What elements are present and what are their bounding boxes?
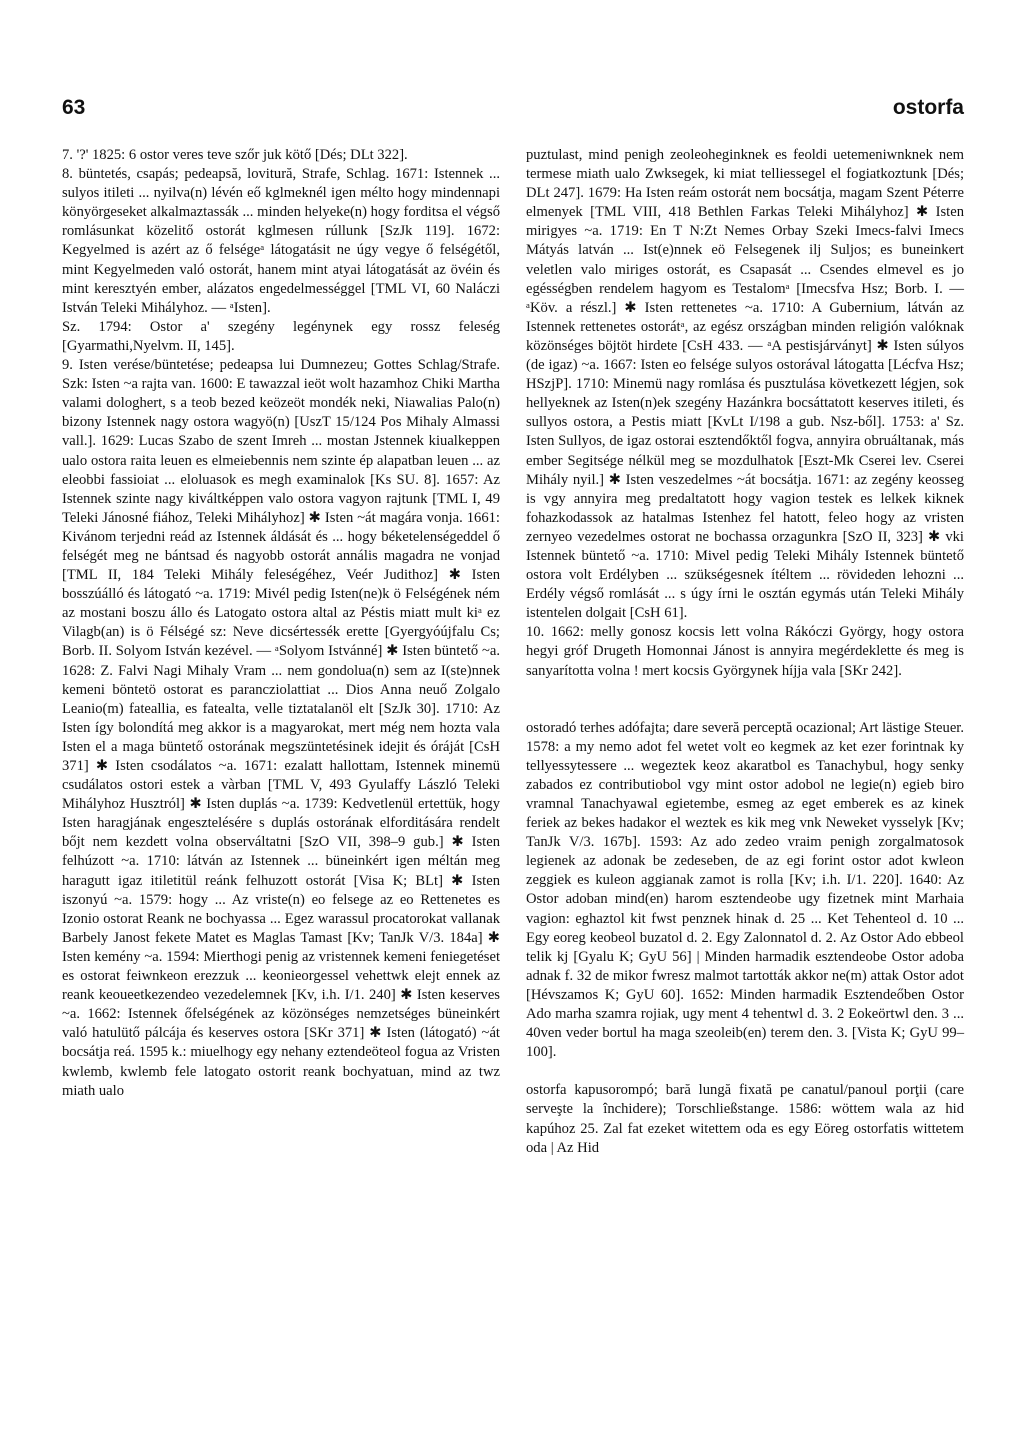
entry-separator xyxy=(526,681,964,719)
entry-ostorado: ostoradó terhes adófajta; dare severă perceptă ocazional; Art lästige Steuer. 1578: a my nemo adot fel wetet volt eo kegmek az ket ezer forintnak ky tellyessytessere ... wegeztek keoz akaratbol es Tanachybul, hogy senky zabados ez contributiobol vgy mint ostor adobol ne legie(n) egieb biro vramnal Tanachyawal egietembe, esmeg az eget emberek es az kinek feriek az bekes hadakor el weztek es kik meg vnk Neweket vysselyk [Kv; TanJk V/3. 167b]. 1593: Az ado zedeo vraim penigh zorgalmatosok legienek az adonak be zedeseben, de az egi forint ostor adot kwleon zeggiek es kuleon aggianak zamot is rolla [Kv; i.h. I/1. 220]. 1640: Az Ostor adoban mind(en) harom esztendeobe ugy fizetnek mint Marhaia vagion: eghaztol kit fwst penznek hinak d. 25 ... Ket Tehenteol d. 10 ... Egy eoreg keobeol buzatol d. 2. Egy Zalonnatol d. 2. Az Ostor Ado ebbeol telik kj [Gyalu K; GyU 56] | Minden harmadik esztendeobe Ostor adoba adnak f. 32 de mikor fwresz malmot tartották akkor ne(m) attak Ostor adot [Hévszamos K; GyU 60]. 1652: Minden harmadik Esztendeőben Ostor Ado marha szamra rojiak, ugy ment 4 tehentwl d. 3. 2 Eokeörtwl den. 3 ... 40ven veder bortul ha maga szeoleib(en) terem den. 3. [Vista K; GyU 99–100]. xyxy=(526,719,964,1061)
entry-ostorfa: ostorfa kapusorompó; bară lungă fixată pe canatul/panoul porţii (care serveşte la închidere); Torschließstange. 1586: wöttem wala az hid kapúhoz 25. Zal fat ezeket witettem oda es egy Eöreg ostorfatis wittetem oda | Az Hid xyxy=(526,1082,964,1156)
entry-sz: Sz. 1794: Ostor a' szegény legénynek egy rossz feleség [Gyarmathi,Nyelvm. II, 145]. xyxy=(62,318,500,354)
page-header xyxy=(62,96,964,126)
left-column xyxy=(62,146,500,1101)
entry-separator xyxy=(526,1062,964,1081)
entry-sense-10: 10. 1662: melly gonosz kocsis lett volna Rákóczi György, hogy ostora hegyi gróf Drugeth Homonnai Jánost is annyira megérdeklette és meg is sanyarította volna ! mert kocsis Györgynek híjja vala [SKr 242]. xyxy=(526,624,964,679)
entry-sense-9-continued: puztulast, mind penigh zeoleoheginknek es feoldi uetemeniwnknek nem termese miath ualo Zwksegek, ki miat telliessegel el fogiatkoztunk [Dés; DLt 247]. 1679: Ha Isten reám ostorát nem bocsátja, magam Szent Péterre elmenyek [TML VIII, 418 Bethlen Farkas Teleki Mihályhoz] ✱ Isten mirigyes ~a. 1719: En T N:Zt Nemes Orbay Szeki Imecs-falvi Imecs Mátyás latván ... Ist(e)nnek eö Felsegenek ilj Suljos; es buneinkert veletlen valo miriges ostorát, es Csapasát ... Csendes elmevel es jo egésségben rendelem hagyom es Testalomᵃ [Imecsfva Hsz; Borb. I. — ᵃKöv. a részl.] ✱ Isten rettenetes ~a. 1710: A Gubernium, látván az Istennek rettenetes ostorátᵃ, az egész országban minden religión valóknak közönséges böjtöt hirdete [CsH 433. — ᵃA pestisjárványt] ✱ Isten súlyos (de igaz) ~a. 1667: Isten eo felsége sulyos ostorával látogatta [Lécfva Hsz; HSzjP]. 1710: Minemü nagy romlása és pusztulása következett légjen, sok hellyeknek az Isten(n)ek szegény Hazánkra bocsáttatott keserves itileti, és sullyos ostora, a Pestis miatt [KvLt I/198 a gub. Nsz-ből]. 1753: a' Sz. Isten Sullyos, de igaz ostorai esztendőktől fogva, annyira obruáltanak, más ember Segitsége nélkül meg se mozdulhatok [Eszt-Mk Cserei lev. Cserei Mihály nyil.] ✱ Isten veszedelmes ~át bocsátja. 1671: az zegény keosseg is vgy annyira meg predaltatott hogy vagion testek es lelkek kiknek fohazkodassok az hatalmas Istenhez fel hatott, feleo hogy az vristen zernyeo vezedelmes ostorat ne bochassa orzagunkra [SzO II, 323] ✱ vki Istennek büntető ~a. 1710: Mivel pedig Teleki Mihály Istennek büntető ostora volt Erdélyben ... szükségesnek ítéltem ... rövideden lehozni ... Erdély végső romlását ... s úgy írni le osztán egymás után Teleki Mihály istentelen dolgait [CsH 61]. xyxy=(526,147,964,622)
entry-sense-8: 8. büntetés, csapás; pedeapsă, lovitură, Strafe, Schlag. 1671: Istennek ... sulyos itileti ... nyilva(n) lévén eő kglmeknél igen mélto hogy mindennapi könyörgeseket alkalmaztassák ... minden helyeke(n) hogy forditsa el végső romlásunkat közelitő ostorát kglmesen rúllunk [SzJk 119]. 1672: Kegyelmed is azért az ő felségeᵃ látogatásit ne úgy vegye ő felségétől, mint Kegyelmeden való ostorát, hanem mint atyai látogatását az övéin és mint keresztyén ember, alázatos engedelmességgel [TML VI, 60 Naláczi István Teleki Mihályhoz. — ᵃIsten]. xyxy=(62,166,500,316)
entry-sense-7: 7. '?' 1825: 6 ostor veres teve szőr juk kötő [Dés; DLt 322]. xyxy=(62,147,408,163)
page-number: 63 xyxy=(62,96,86,119)
right-column xyxy=(526,146,964,1158)
running-head: ostorfa xyxy=(892,96,964,119)
entry-sense-9: 9. Isten verése/büntetése; pedeapsa lui Dumnezeu; Gottes Schlag/Strafe. Szk: Isten ~a rajta van. 1600: E tawazzal ieöt wolt hazamhoz Chiki Martha valami dologhert, s a teob bezed keözeöt mondék neki, Niawalias Palo(n) bizony Istennek nagy ostora wagyö(n) [UszT 15/124 Pos Mihaly Almassi vall.]. 1629: Lucas Szabo de szent Imreh ... mostan Jstennek kiualkeppen ualo ostora raita leuen es elmeiebennis nem szinte ép alapatban leuen ... az eleobbi fassioiat ... eloluasok es megh examinalok [Ks SU. 8]. 1657: Az Istennek szinte nagy kiváltképpen valo ostora vagyon rajtunk [TML I, 49 Teleki Jánosné fiához, Teleki Mihályhoz] ✱ Isten ~át magára vonja. 1661: Kivánom terjedni reád az Istennek áldását és ... hogy béketelenségeddel ő felségét meg ne bántsad és nagyobb ostorát annális magadra ne vonjad [TML II, 184 Teleki Mihály feleségéhez, Veér Judithoz] ✱ Isten bosszúálló és látogató ~a. 1719: Mivél pedig Isten(ne)k ö Felségének ném az mostani boszu állo és Latogato ostora altal az Péstis miatt mult kiᵃ ez Vilagb(an) is ö Félségé sz: Neve dicsértessék erette [Gyergyóújfalu Cs; Borb. II. Solyom István kezével. — ᵃSolyom Istvánné] ✱ Isten büntető ~a. 1628: Z. Falvi Nagi Mihaly Vram ... nem gondolua(n) sem az I(ste)nnek kemeni böntetö ostorat es parancziolattiat ... Dios Anna neuő Zolgalo Leanio(m) fateallia, es fatealta, velle tiztatalanöl elt [SzJk 30]. 1710: Az Isten így bolondítá meg akkor is a magyarokat, mert még nem hozta vala Isten el a maga büntető ostorának megszüntetésinek idejit és óráját [CsH 371] ✱ Isten csodálatos ~a. 1671: ezalatt hallottam, Istennek minemü csudálatos ostori estek a vàrban [TML V, 493 Gyulaffy László Teleki Mihályhoz Husztról] ✱ Isten duplás ~a. 1739: Kedvetlenül ertettük, hogy Isten haragjának engesztelésére s duplás ostorának elforditására rendelt bőjt nem kezdett volna observáltatni [SzO VII, 398–9 gub.] ✱ Isten felhúzott ~a. 1710: látván az Istennek ... büneinkért igen méltán meg haragutt igaz itiletitül reánk felhuzott ostorát [Visa K; BLt] ✱ Isten iszonyú ~a. 1579: hogy ... Az vriste(n) eo felsege az eo Rettenetes es Izonio ostorat Reank ne bochyassa ... Egez warassul procatorokat vallanak Barbely Janost fekete Matet es Maglas Tamast [Kv; TanJk V/3. 184a] ✱ Isten kemény ~a. 1594: Mierthogi penig az vristennek kemeni feniegetéset es ostorat feiwnkeon erezzuk ... keonieorgessel vehettwk elejt ennek az reank keoueetkezendeo vezedelemnek [Kv, i.h. I/1. 240] ✱ Isten keserves ~a. 1662: Istennek őfelségének az közönséges nemzetséges büneinkért való hatulütő pálcája és keserves ostora [SKr 371] ✱ Isten (látogató) ~át bocsátja reá. 1595 k.: miuelhogy egy nehany eztendeöteol fogua az Vristen kwlemb, kwlemb fele latogato ostorit reank bochyatuan, mind az twz miath ualo xyxy=(62,357,500,1099)
